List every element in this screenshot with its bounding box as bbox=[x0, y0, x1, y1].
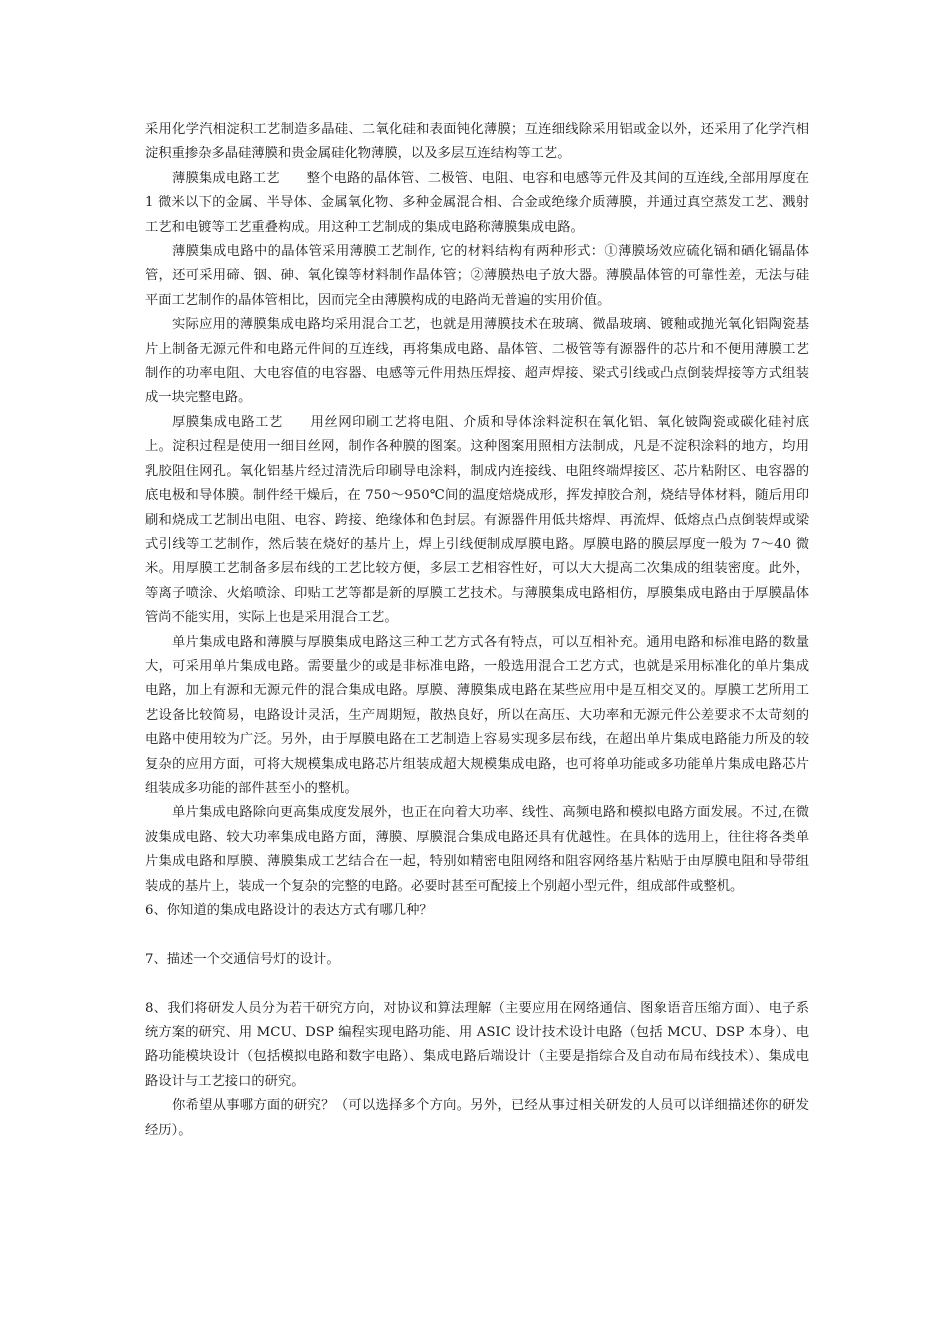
spacer bbox=[145, 923, 809, 947]
question-7: 7、描述一个交通信号灯的设计。 bbox=[145, 951, 340, 967]
paragraph-thick-film-process: 厚膜集成电路工艺 用丝网印刷工艺将电阻、介质和导体涂料淀积在氧化铝、氧化铍陶瓷或碳化硅衬底上。淀积过程是使用一细目丝网，制作各种膜的图案。这种图案用照相方法制成，凡是不淀积涂料的地方，均用乳胶阻住网孔。氧化铝基片经过清洗后印刷导电涂料，制成内连接线、电阻终端焊接区、芯片粘附区、电容器的底电极和导体膜。制件经干燥后，在 750～950℃间的温度焙烧成形，挥发掉胶合剂，烧结导体材料，随后用印刷和烧成工艺制出电阻、电容、跨接、绝缘体和色封层。有源器件用低共熔焊、再流焊、低熔点凸点倒装焊或梁式引线等工艺制作，然后装在烧好的基片上，焊上引线便制成厚膜电路。厚膜电路的膜层厚度一般为 7～40 微米。用厚膜工艺制备多层布线的工艺比较方便，多层工艺相容性好，可以大大提高二次集成的组装密度。此外，等离子喷涂、火焰喷涂、印贴工艺等都是新的厚膜工艺技术。与薄膜集成电路相仿，厚膜集成电路由于厚膜晶体管尚不能实用，实际上也是采用混合工艺。 bbox=[145, 414, 809, 626]
spacer bbox=[145, 972, 809, 996]
paragraph-cvd-process: 采用化学汽相淀积工艺制造多晶硅、二氧化硅和表面钝化薄膜；互连细线除采用铝或金以外，还采用了化学汽相淀积重掺杂多晶硅薄膜和贵金属硅化物薄膜，以及多层互连结构等工艺。 bbox=[145, 122, 809, 162]
document-page bbox=[145, 118, 809, 1143]
paragraph-future-development: 单片集成电路除向更高集成度发展外，也正在向着大功率、线性、高频电路和模拟电路方面发展。不过,在微波集成电路、较大功率集成电路方面，薄膜、厚膜混合集成电路还具有优越性。在具体的选用上，往往将各类单片集成电路和厚膜、薄膜集成工艺结合在一起，特别如精密电阻网络和阻容网络基片粘贴于由厚膜电阻和导带组装成的基片上，装成一个复杂的完整的电路。必要时甚至可配接上个别超小型元件，组成部件或整机。 bbox=[145, 805, 809, 894]
paragraph-process-comparison: 单片集成电路和薄膜与厚膜集成电路这三种工艺方式各有特点，可以互相补充。通用电路和标准电路的数量大，可采用单片集成电路。需要量少的或是非标准电路，一般选用混合工艺方式，也就是采用标准化的单片集成电路，加上有源和无源元件的混合集成电路。厚膜、薄膜集成电路在某些应用中是互相交叉的。厚膜工艺所用工艺设备比较简易，电路设计灵活，生产周期短，散热良好，所以在高压、大功率和无源元件公差要求不太苛刻的电路中使用较为广泛。另外，由于厚膜电路在工艺制造上容易实现多层布线，在超出单片集成电路能力所及的较复杂的应用方面，可将大规模集成电路芯片组装成超大规模集成电路，也可将单功能或多功能单片集成电路芯片组装成多功能的部件甚至小的整机。 bbox=[145, 634, 809, 796]
paragraph-thin-film-process: 薄膜集成电路工艺 整个电路的晶体管、二极管、电阻、电容和电感等元件及其间的互连线,全部用厚度在 1 微米以下的金属、半导体、金属氧化物、多种金属混合相、合金或绝缘介质薄膜，并通过真空蒸发工艺、溅射工艺和电镀等工艺重叠构成。用这种工艺制成的集成电路称薄膜集成电路。 bbox=[145, 170, 809, 235]
question-6: 6、你知道的集成电路设计的表达方式有哪几种？ bbox=[145, 903, 433, 918]
question-8-followup: 你希望从事哪方面的研究？（可以选择多个方向。另外，已经从事过相关研发的人员可以详细描述你的研发经历）。 bbox=[145, 1098, 809, 1138]
question-8: 8、我们将研发人员分为若干研究方向，对协议和算法理解（主要应用在网络通信、图象语音压缩方面）、电子系统方案的研究、用 MCU、DSP 编程实现电路功能、用 ASIC 设计技术设计电路（包括 MCU、DSP 本身）、电路功能模块设计（包括模拟电路和数字电路）、集成电路后端设计（主要是指综合及自动布局布线技术）、集成电路设计与工艺接口的研究。 bbox=[145, 1000, 809, 1089]
paragraph-hybrid-process: 实际应用的薄膜集成电路均采用混合工艺，也就是用薄膜技术在玻璃、微晶玻璃、镀釉或抛光氧化铝陶瓷基片上制备无源元件和电路元件间的互连线，再将集成电路、晶体管、二极管等有源器件的芯片和不便用薄膜工艺制作的功率电阻、大电容值的电容器、电感等元件用热压焊接、超声焊接、梁式引线或凸点倒装焊接等方式组装成一块完整电路。 bbox=[145, 317, 809, 406]
paragraph-thin-film-transistor: 薄膜集成电路中的晶体管采用薄膜工艺制作, 它的材料结构有两种形式：①薄膜场效应硫化镉和硒化镉晶体管，还可采用碲、铟、砷、氧化镍等材料制作晶体管；②薄膜热电子放大器。薄膜晶体管的可靠性差，无法与硅平面工艺制作的晶体管相比，因而完全由薄膜构成的电路尚无普遍的实用价值。 bbox=[145, 244, 809, 308]
